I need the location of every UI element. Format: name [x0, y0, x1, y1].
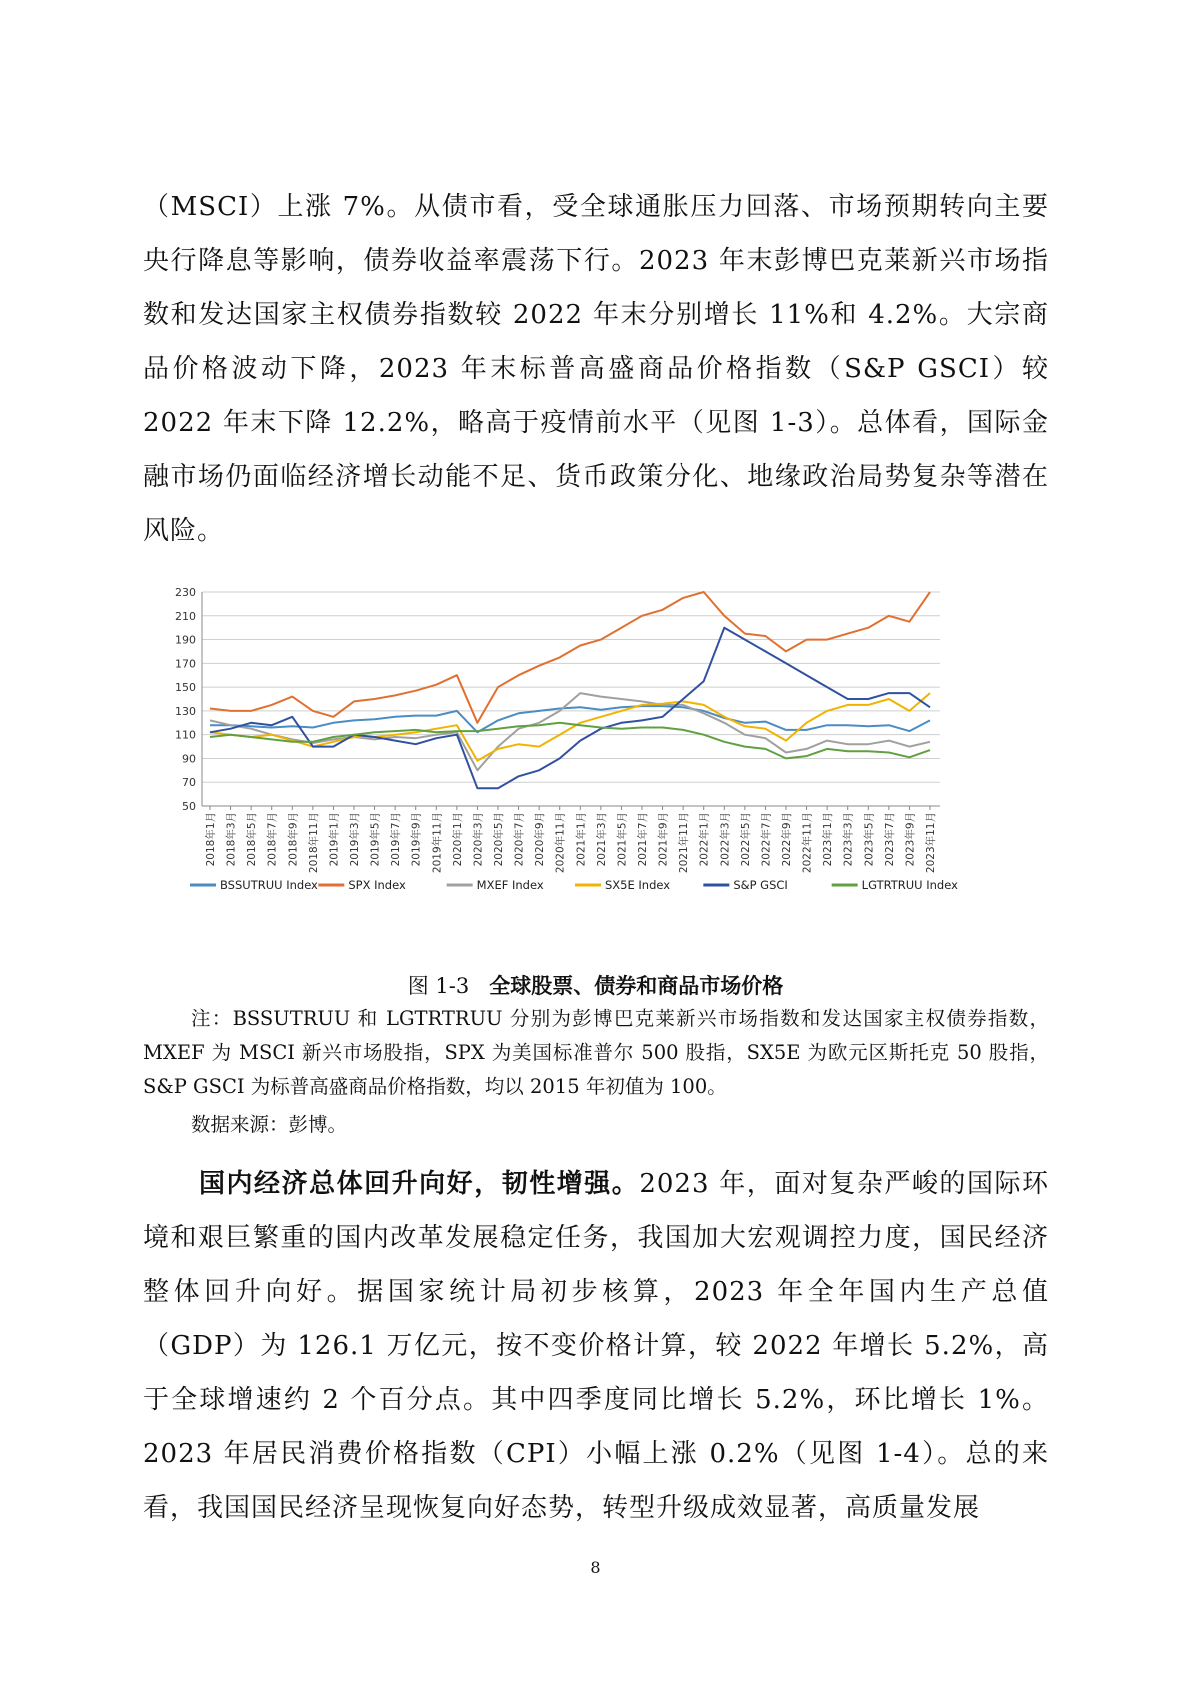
y-tick-label: 210: [175, 609, 196, 623]
market-price-chart: [160, 580, 1020, 935]
x-tick-label: 2021年7月: [637, 812, 649, 867]
y-tick-label: 190: [175, 633, 196, 647]
paragraph-2-text: 2023 年，面对复杂严峻的国际环境和艰巨繁重的国内改革发展稳定任务，我国加大宏观调控力度，国民经济整体回升向好。据国家统计局初步核算，2023 年全年国内生产总值（GDP）为 126.1 万亿元，按不变价格计算，较 2022 年增长 5.2%，高于全球增速约 2 个百分点。其中四季度同比增长 5.2%，环比增长 1%。2023 年居民消费价格指数（CPI）小幅上涨 0.2%（见图 1-4）。总的来看，我国国民经济呈现恢复向好态势，转型升级成效显著，高质量发展: [143, 1169, 1049, 1523]
x-tick-label: 2023年5月: [863, 812, 876, 867]
figure-note: 注：BSSUTRUU 和 LGTRTRUU 分别为彭博巴克莱新兴市场指数和发达国家主权债券指数，MXEF 为 MSCI 新兴市场股指，SPX 为美国标准普尔 500 股指，SX5E 为欧元区斯托克 50 股指，S&P GSCI 为标普高盛商品价格指数，均以 2015 年初值为 100。: [143, 1007, 1049, 1098]
chart-gridlines: [202, 592, 940, 806]
legend-label: LGTRTRUU Index: [861, 878, 958, 892]
legend-label: S&P GSCI: [733, 878, 788, 892]
x-tick-label: 2020年1月: [451, 812, 464, 867]
legend-label: SX5E Index: [605, 878, 671, 892]
legend-label: SPX Index: [348, 878, 406, 892]
figure-caption: [0, 970, 1191, 1000]
x-tick-label: 2022年1月: [698, 812, 711, 867]
x-tick-label: 2023年11月: [925, 812, 937, 874]
page-number: 8: [590, 1558, 601, 1577]
x-tick-label: 2022年5月: [739, 812, 752, 867]
x-tick-label: 2018年3月: [225, 812, 238, 867]
x-tick-label: 2020年5月: [493, 812, 505, 867]
x-tick-label: 2019年9月: [410, 812, 423, 867]
figure-source: 数据来源：彭博。: [191, 1113, 348, 1136]
y-tick-label: 130: [175, 704, 196, 718]
x-tick-label: 2019年11月: [431, 812, 444, 874]
x-tick-label: 2018年1月: [205, 812, 217, 867]
x-tick-label: 2019年3月: [349, 812, 361, 867]
x-tick-label: 2022年9月: [781, 812, 793, 867]
x-tick-label: 2018年5月: [246, 812, 259, 867]
x-tick-label: 2021年11月: [678, 812, 691, 874]
x-tick-label: 2019年1月: [328, 812, 341, 867]
x-tick-label: 2022年7月: [760, 812, 773, 867]
y-tick-label: 170: [175, 657, 196, 671]
legend-label: BSSUTRUU Index: [220, 878, 318, 892]
x-tick-label: 2019年5月: [369, 812, 382, 867]
paragraph-2-lead: 国内经济总体回升向好，韧性增强。: [199, 1169, 640, 1199]
x-tick-label: 2021年3月: [595, 812, 608, 867]
y-tick-label: 150: [175, 681, 196, 695]
x-tick-label: 2019年7月: [390, 812, 403, 867]
y-tick-label: 50: [182, 800, 196, 813]
x-tick-label: 2020年11月: [554, 812, 567, 874]
x-tick-label: 2023年3月: [842, 812, 855, 867]
figure-number: 图 1-3: [407, 974, 470, 998]
chart-legend: [190, 878, 958, 892]
y-tick-label: 90: [182, 752, 196, 766]
x-tick-label: 2021年9月: [657, 812, 670, 867]
x-tick-label: 2018年7月: [266, 812, 279, 867]
x-tick-label: 2020年3月: [472, 812, 485, 867]
body-paragraph-1: （MSCI）上涨 7%。从债市看，受全球通胀压力回落、市场预期转向主要央行降息等影响，债券收益率震荡下行。2023 年末彭博巴克莱新兴市场指数和发达国家主权债券指数较 2022 年末分别增长 11%和 4.2%。大宗商品价格波动下降，2023 年末标普高盛商品价格指数（S&P GSCI）较 2022 年末下降 12.2%，略高于疫情前水平（见图 1-3）。总体看，国际金融市场仍面临经济增长动能不足、货币政策分化、地缘政治局势复杂等潜在风险。: [143, 192, 1049, 546]
x-tick-label: 2018年9月: [287, 812, 300, 867]
x-tick-label: 2018年11月: [307, 812, 320, 874]
legend-label: MXEF Index: [476, 878, 544, 892]
x-tick-label: 2023年9月: [904, 812, 917, 867]
x-tick-label: 2023年7月: [883, 812, 896, 867]
x-tick-label: 2021年5月: [616, 812, 629, 867]
x-tick-label: 2022年3月: [719, 812, 732, 867]
x-tick-label: 2020年7月: [513, 812, 526, 867]
x-tick-label: 2022年11月: [801, 812, 814, 874]
y-tick-label: 230: [175, 586, 196, 599]
x-tick-label: 2021年1月: [575, 812, 588, 867]
x-tick-label: 2023年1月: [822, 812, 835, 867]
figure-title: 全球股票、债券和商品市场价格: [489, 974, 784, 998]
y-tick-label: 70: [182, 776, 196, 790]
chart-axes: [175, 586, 940, 873]
body-paragraph-2: [143, 1157, 1049, 1535]
x-tick-label: 2020年9月: [534, 812, 547, 867]
y-tick-label: 110: [175, 728, 196, 742]
